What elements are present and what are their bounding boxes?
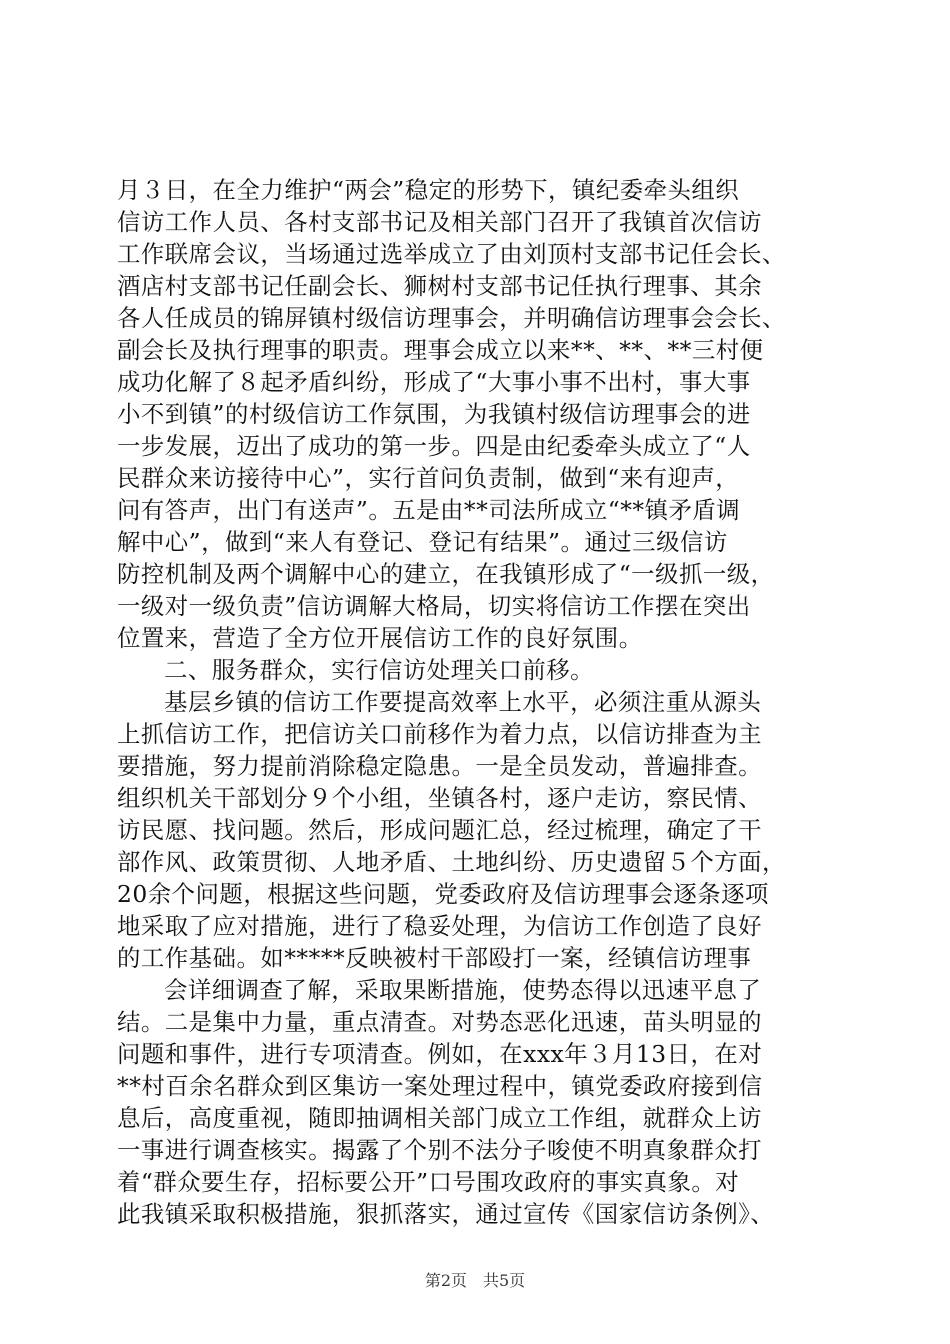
body-text-line: 此我镇采取积极措施，狠抓落实，通过宣传《国家信访条例》、	[117, 1200, 775, 1228]
body-text-line: 部作风、政策贯彻、人地矛盾、土地纠纷、历史遗留５个方面，	[117, 848, 786, 876]
body-text-line: 问题和事件，进行专项清查。例如，在xxx年３月13日，在对	[117, 1040, 763, 1068]
body-text-line: 月３日，在全力维护“两会”稳定的形势下，镇纪委牵头组织	[117, 176, 740, 204]
body-text-line: 息后，高度重视，随即抽调相关部门成立工作组，就群众上访	[117, 1104, 763, 1132]
body-text-line: 民群众来访接待中心”，实行首问负责制，做到“来有迎声，	[117, 464, 740, 492]
body-text-line: 要措施，努力提前消除稳定隐患。一是全员发动，普遍排查。	[117, 752, 763, 780]
body-text-line: 解中心”，做到“来人有登记、登记有结果”。通过三级信访	[117, 528, 728, 556]
body-text-line: 访民愿、找问题。然后，形成问题汇总，经过梳理，确定了干	[117, 816, 763, 844]
body-text-line: 信访工作人员、各村支部书记及相关部门召开了我镇首次信访	[117, 208, 763, 236]
body-text-line: 一步发展，迈出了成功的第一步。四是由纪委牵头成立了“人	[117, 432, 751, 460]
body-text-line: 酒店村支部书记任副会长、狮树村支部书记任执行理事、其余	[117, 272, 763, 300]
body-text-line: 副会长及执行理事的职责。理事会成立以来**、**、**三村便	[117, 336, 764, 364]
body-text-line: 问有答声，出门有送声”。五是由**司法所成立“**镇矛盾调	[117, 496, 741, 524]
body-text-line: 各人任成员的锦屏镇村级信访理事会，并明确信访理事会会长、	[117, 304, 786, 332]
body-text-line: 工作联席会议，当场通过选举成立了由刘顶村支部书记任会长、	[117, 240, 786, 268]
body-text-line: 成功化解了８起矛盾纠纷，形成了“大事小事不出村，事大事	[117, 368, 751, 396]
page-number-footer: 第2页 共5页	[424, 1271, 526, 1290]
body-text-line: 位置来，营造了全方位开展信访工作的良好氛围。	[117, 624, 643, 652]
body-text-line: 的工作基础。如*****反映被村干部殴打一案，经镇信访理事	[117, 944, 752, 972]
body-text-line: 着“群众要生存，招标要公开”口号围攻政府的事实真象。对	[117, 1168, 740, 1196]
body-text-line: 一级对一级负责”信访调解大格局，切实将信访工作摆在突出	[117, 592, 751, 620]
body-text-line: **村百余名群众到区集访一案处理过程中，镇党委政府接到信	[117, 1072, 763, 1100]
body-text-line: 地采取了应对措施，进行了稳妥处理，为信访工作创造了良好	[117, 912, 763, 940]
body-text-line: 会详细调查了解，采取果断措施，使势态得以迅速平息了	[164, 976, 762, 1004]
body-text-line: 组织机关干部划分９个小组，坐镇各村，逐户走访，察民情、	[117, 784, 763, 812]
body-text-line: 20余个问题，根据这些问题，党委政府及信访理事会逐条逐项	[117, 880, 769, 908]
body-text-line: 小不到镇”的村级信访工作氛围，为我镇村级信访理事会的进	[117, 400, 751, 428]
body-text-line: 防控机制及两个调解中心的建立，在我镇形成了“一级抓一级，	[117, 560, 775, 588]
body-text-line: 上抓信访工作，把信访关口前移作为着力点，以信访排查为主	[117, 720, 763, 748]
body-text-line: 结。二是集中力量，重点清查。对势态恶化迅速，苗头明显的	[117, 1008, 763, 1036]
section-heading: 二、服务群众，实行信访处理关口前移。	[164, 656, 595, 684]
body-text-line: 一事进行调查核实。揭露了个别不法分子唆使不明真象群众打	[117, 1136, 763, 1164]
body-text-line: 基层乡镇的信访工作要提高效率上水平，必须注重从源头	[164, 688, 762, 716]
